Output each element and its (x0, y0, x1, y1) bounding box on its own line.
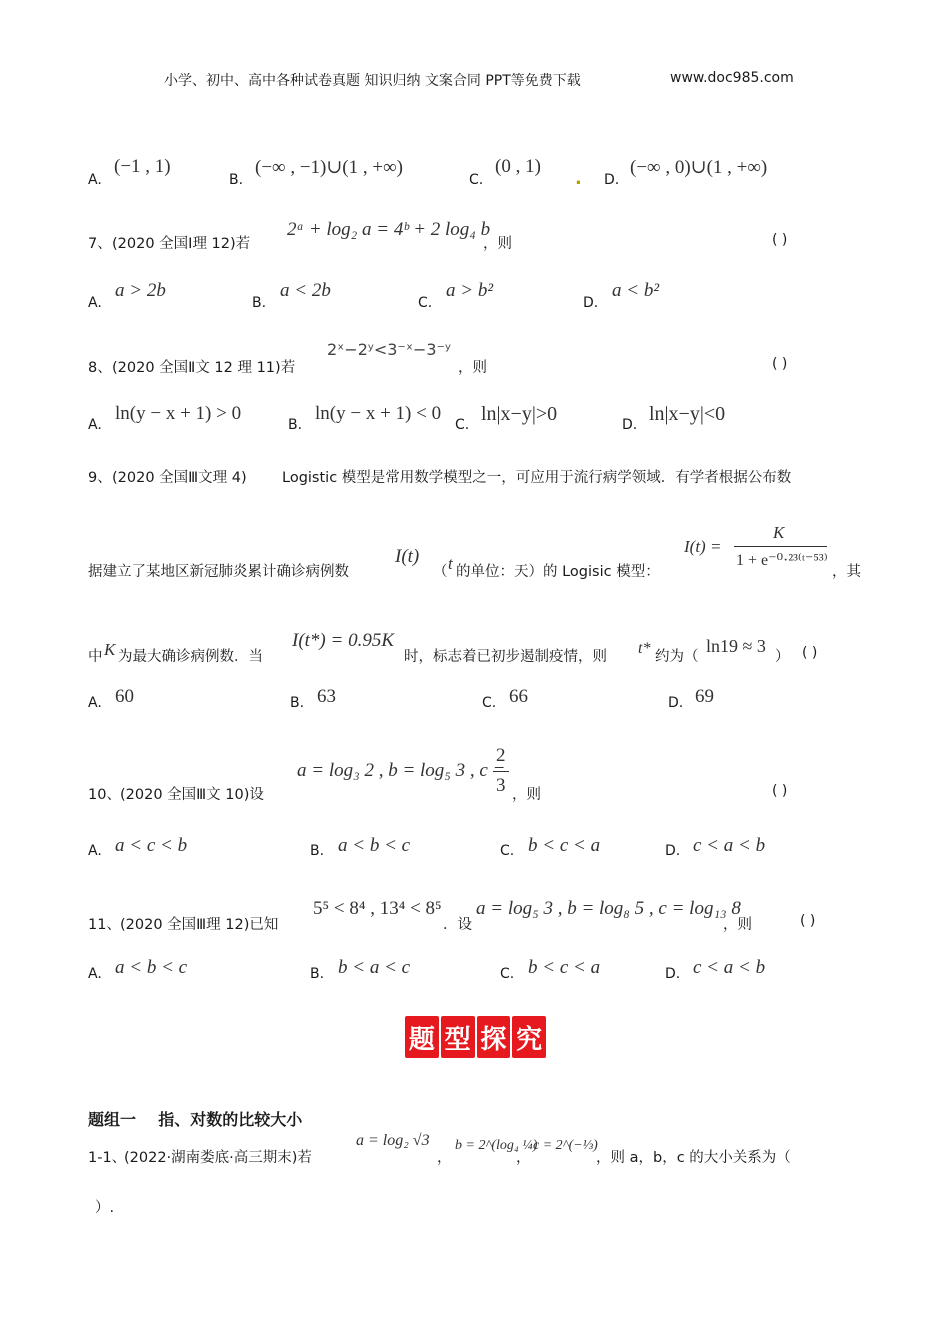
question-math: I(t) (395, 546, 420, 567)
question-math: a = log₂ √3 (356, 1132, 430, 1149)
option-math: ln(y − x + 1) < 0 (315, 403, 442, 424)
option-math: (−1 , 1) (114, 156, 171, 177)
option-label: C. (482, 695, 497, 711)
option-label: B. (252, 295, 267, 311)
question-tail: ，则 (723, 917, 752, 933)
question-text: ， (437, 1150, 452, 1166)
question-text: 时，标志着已初步遏制疫情，则 (404, 649, 607, 665)
question-text: ．设 (443, 917, 472, 933)
option-label: A. (88, 295, 102, 311)
answer-paren: ( ) (802, 645, 818, 661)
question-text: 的单位：天）的 Logisic 模型： (456, 564, 660, 580)
option-label: D. (583, 295, 599, 311)
question-text: ） (775, 649, 790, 665)
option-label: C. (455, 417, 470, 433)
question-number: 1-1、 (88, 1150, 127, 1166)
question-math: t (448, 554, 453, 573)
question-math: I(t*) = 0.95K (292, 630, 395, 651)
question-math: c = 2^(−⅓) (533, 1138, 598, 1153)
question-text: （ (433, 564, 448, 580)
option-math: a < b < c (115, 957, 188, 978)
option-label: D. (668, 695, 684, 711)
option-math: 69 (695, 686, 714, 707)
question-tail: ，则 (458, 360, 487, 376)
option-label: A. (88, 172, 102, 188)
fraction-denominator: 3 (496, 775, 506, 796)
answer-paren: ( ) (772, 232, 788, 248)
question-number: 8、 (88, 360, 112, 376)
option-math: 63 (317, 686, 336, 707)
question-number: 10、 (88, 787, 121, 803)
section-banner (405, 1016, 546, 1058)
option-math: (0 , 1) (495, 156, 541, 177)
option-label: A. (88, 695, 102, 711)
question-math: b = 2^(log₄ ¼) (455, 1138, 538, 1153)
option-math: ln(y − x + 1) > 0 (115, 403, 242, 424)
question-number: 9、 (88, 470, 112, 486)
option-math: a < b < c (338, 835, 411, 856)
answer-paren: ( ) (772, 783, 788, 799)
option-math: c < a < b (693, 957, 766, 978)
option-math: ln|x−y|>0 (481, 403, 558, 425)
option-label: D. (665, 843, 681, 859)
answer-paren: ( ) (800, 913, 816, 929)
option-label: A. (88, 843, 102, 859)
option-label: C. (469, 172, 484, 188)
option-math: b < c < a (528, 835, 601, 856)
fraction-bar (493, 771, 509, 772)
option-math: a < 2b (280, 280, 331, 301)
question-source: (2020 全国Ⅲ理 12)已知 (120, 917, 279, 933)
fraction-numerator: 2 (496, 745, 506, 766)
option-math: a < c < b (115, 835, 188, 856)
option-math: 66 (509, 686, 528, 707)
fraction-bar (734, 546, 827, 547)
question-text: Logistic 模型是常用数学模型之一，可应用于流行病学领域．有学者根据公布数 (282, 470, 792, 486)
option-label: B. (310, 843, 325, 859)
header-site-link[interactable]: www.doc985.com (670, 70, 794, 86)
option-math: (−∞ , −1)∪(1 , +∞) (255, 157, 403, 178)
question-math: 2ᵃ + log₂ a = 4ᵇ + 2 log₄ b (287, 219, 491, 240)
answer-dot: . (575, 168, 582, 189)
option-label: C. (418, 295, 433, 311)
option-math: (−∞ , 0)∪(1 , +∞) (630, 157, 768, 178)
banner-char: 探 (477, 1016, 511, 1058)
banner-char: 型 (441, 1016, 475, 1058)
option-label: B. (288, 417, 303, 433)
question-source: (2020 全国Ⅱ文 12 理 11)若 (112, 360, 296, 376)
question-math: 2ˣ−2ʸ<3⁻ˣ−3⁻ʸ (327, 340, 451, 359)
option-math: a < b² (612, 280, 660, 301)
option-label: D. (604, 172, 620, 188)
question-tail: ，则 (512, 787, 541, 803)
question-text: 中 (88, 649, 103, 665)
question-source: (2020 全国Ⅲ文 10)设 (120, 787, 264, 803)
question-number: 11、 (88, 917, 121, 933)
question-text: ，其 (832, 564, 861, 580)
option-label: A. (88, 966, 102, 982)
option-label: C. (500, 843, 515, 859)
header-text: 小学、初中、高中各种试卷真题 知识归纳 文案合同 PPT等免费下载 (164, 73, 581, 89)
option-label: D. (665, 966, 681, 982)
option-math: 60 (115, 686, 134, 707)
option-math: c < a < b (693, 835, 766, 856)
option-label: B. (290, 695, 305, 711)
question-text: 据建立了某地区新冠肺炎累计确诊病例数 (88, 564, 349, 580)
option-math: a > 2b (115, 280, 166, 301)
question-number: 7、 (88, 236, 112, 252)
option-label: A. (88, 417, 102, 433)
question-text: ， (516, 1150, 531, 1166)
question-math: K (104, 640, 116, 659)
option-label: C. (500, 966, 515, 982)
question-source: (2022·湖南娄底·高三期末)若 (124, 1150, 312, 1166)
option-math: ln|x−y|<0 (649, 403, 726, 425)
option-label: B. (229, 172, 244, 188)
question-source: (2020 全国Ⅲ文理 4) (112, 470, 247, 486)
question-close: ）. (95, 1200, 115, 1216)
question-math: ln19 ≈ 3 (706, 636, 766, 656)
option-math: b < a < c (338, 957, 411, 978)
banner-char: 究 (512, 1016, 546, 1058)
option-math: b < c < a (528, 957, 601, 978)
formula-denominator: 1 + e⁻⁰·²³⁽ᵗ⁻⁵³⁾ (736, 552, 828, 569)
question-math: a = log₅ 3 , b = log₈ 5 , c = log₁₃ 8 (476, 898, 741, 919)
question-math: t* (638, 640, 651, 657)
option-label: B. (310, 966, 325, 982)
question-tail: ，则 (483, 236, 512, 252)
question-text: 约为（ (655, 649, 699, 665)
question-source: (2020 全国Ⅰ理 12)若 (112, 236, 251, 252)
question-text: 为最大确诊病例数．当 (118, 649, 263, 665)
formula-numerator: K (773, 523, 785, 542)
answer-paren: ( ) (772, 356, 788, 372)
banner-char: 题 (405, 1016, 439, 1058)
question-math: a = log₃ 2 , b = log₅ 3 , c = (297, 760, 506, 781)
question-math: 5⁵ < 8⁴ , 13⁴ < 8⁵ (313, 898, 442, 919)
section-title: 题组一 指、对数的比较大小 (88, 1110, 303, 1129)
option-label: D. (622, 417, 638, 433)
option-math: a > b² (446, 280, 494, 301)
formula-lhs: I(t) = (684, 537, 722, 556)
question-tail: ，则 a，b，c 的大小关系为（ (596, 1150, 791, 1166)
